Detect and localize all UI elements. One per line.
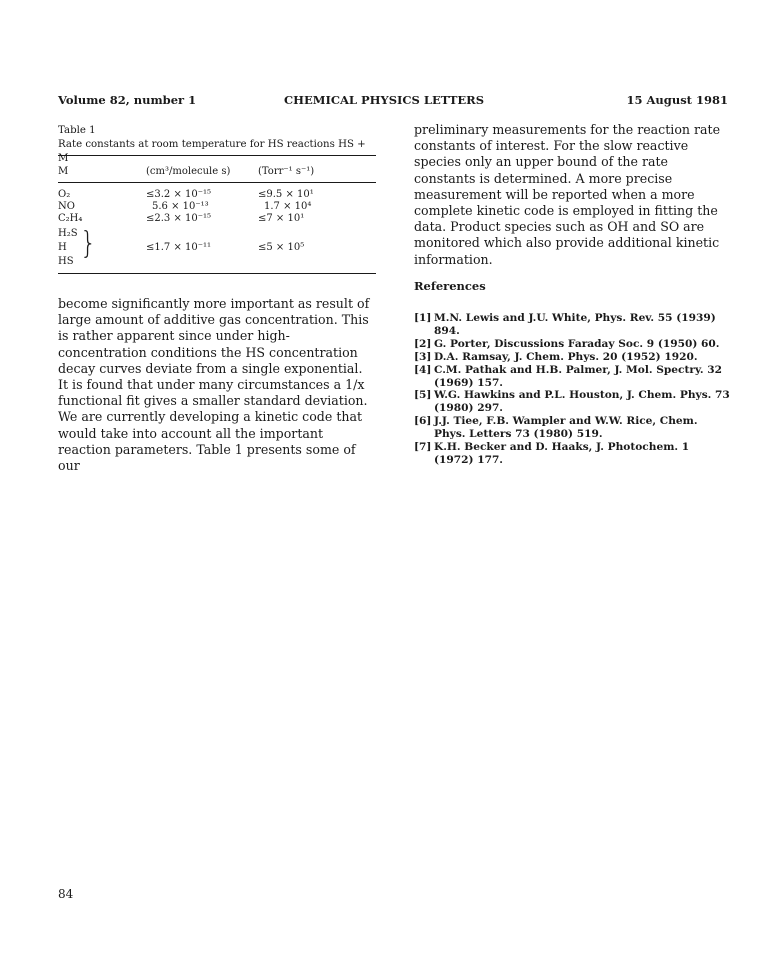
table-row [58, 242, 376, 253]
rate-torr-cell: ≤5 × 10⁵ [258, 242, 305, 253]
table-row [58, 213, 376, 224]
running-head-date: 15 August 1981 [626, 93, 728, 107]
rate-cm-cell: ≤1.7 × 10⁻¹¹ [146, 242, 212, 253]
reference-text: J.J. Tiee, F.B. Wampler and W.W. Rice, Chem. Phys. Letters 73 (1980) 519. [434, 415, 698, 441]
table-header-row [58, 166, 376, 177]
header-m: M [58, 166, 69, 177]
header-torr: (Torr⁻¹ s⁻¹) [258, 166, 315, 177]
running-head-journal: CHEMICAL PHYSICS LETTERS [283, 93, 485, 107]
reference-text: G. Porter, Discussions Faraday Soc. 9 (1950) 60. [434, 337, 720, 350]
species-cell: HS [58, 256, 74, 267]
references-list [414, 312, 732, 467]
reference-item [414, 351, 732, 364]
table-caption [58, 124, 376, 166]
reference-item [414, 364, 732, 390]
reference-number: [1] [414, 312, 432, 324]
species-cell: C₂H₄ [58, 213, 83, 224]
table-bottom-rule [58, 273, 376, 274]
page-number: 84 [58, 887, 74, 901]
rate-torr-cell: ≤7 × 10¹ [258, 213, 305, 224]
reference-item [414, 415, 732, 441]
left-column-text: become significantly more important as result of large amount of additive gas concentration. This is rather apparent since under high-concentration conditions the HS concentration decay curves deviate from a single exponential. It is found that under many circumstances a 1/x functional fit gives a smaller standard deviation. We are currently developing a kinetic code that would take into account all the important reaction parameters. Table 1 presents some of our [58, 296, 370, 474]
rate-torr-cell: 1.7 × 10⁴ [264, 201, 312, 212]
species-cell: O₂ [58, 189, 71, 200]
reference-item [414, 441, 732, 467]
table-header-rule [58, 182, 376, 183]
references-heading: References [414, 279, 486, 293]
reference-number: [3] [414, 350, 432, 363]
table-row [58, 228, 376, 239]
table-row [58, 189, 376, 200]
species-cell: H₂S [58, 228, 78, 239]
table-row [58, 201, 376, 212]
species-cell: H [58, 242, 67, 253]
reference-text: W.G. Hawkins and P.L. Houston, J. Chem. Phys. 73 (1980) 297. [434, 389, 730, 415]
table-top-rule [58, 155, 376, 156]
rate-cm-cell: ≤2.3 × 10⁻¹⁵ [146, 213, 212, 224]
header-cm: (cm³/molecule s) [146, 166, 231, 177]
reference-text: M.N. Lewis and J.U. White, Phys. Rev. 55 (1939) 894. [434, 312, 716, 337]
reference-number: [6] [414, 415, 432, 428]
reference-number: [4] [414, 363, 432, 376]
reference-number: [5] [414, 389, 432, 402]
reference-item [414, 389, 732, 415]
reference-number: [2] [414, 337, 432, 350]
reference-item [414, 338, 732, 351]
species-cell: NO [58, 201, 75, 212]
rate-cm-cell: ≤3.2 × 10⁻¹⁵ [146, 189, 212, 200]
table-title: Rate constants at room temperature for HS reactions HS + M [58, 139, 366, 164]
reference-item [414, 312, 732, 338]
reference-text: K.H. Becker and D. Haaks, J. Photochem. 1 (1972) 177. [434, 441, 690, 466]
table-row [58, 256, 376, 267]
right-column-text: preliminary measurements for the reaction rate constants of interest. For the slow reactive species only an upper bound of the rate constants is determined. A more precise measurement will be reported when a more complete kinetic code is employed in fitting the data. Product species such as OH and SO are monitored which also provide additional kinetic information. [414, 122, 721, 267]
rate-torr-cell: ≤9.5 × 10¹ [258, 189, 314, 200]
reference-number: [7] [414, 441, 432, 454]
reference-text: C.M. Pathak and H.B. Palmer, J. Mol. Spectry. 32 (1969) 157. [434, 363, 723, 389]
reference-text: D.A. Ramsay, J. Chem. Phys. 20 (1952) 1920. [434, 350, 698, 363]
grouping-brace: } [80, 226, 97, 262]
rate-cm-cell: 5.6 × 10⁻¹³ [152, 201, 209, 212]
table-label: Table 1 [58, 125, 96, 136]
running-head-volume: Volume 82, number 1 [58, 93, 197, 107]
